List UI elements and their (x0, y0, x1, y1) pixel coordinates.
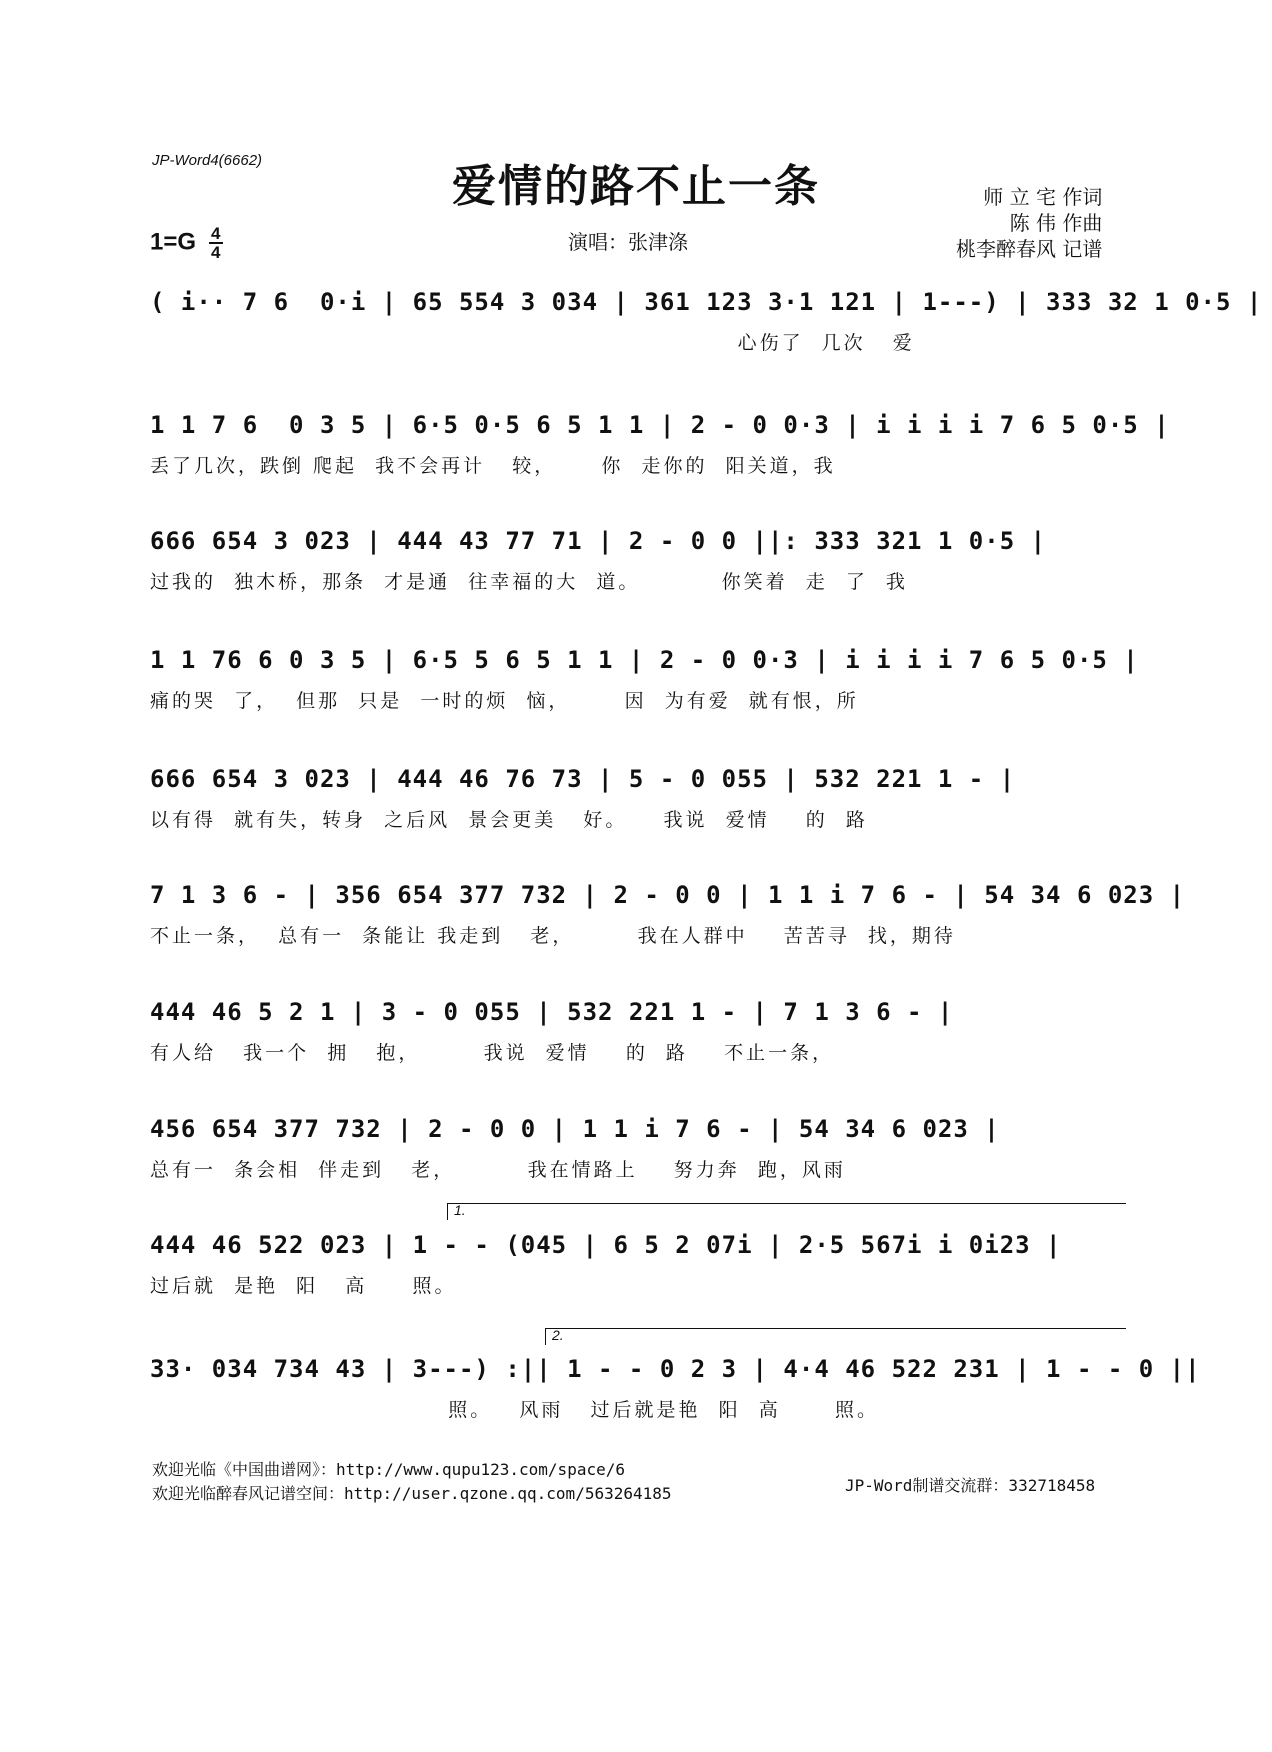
lyrics-line: 过后就 是艳 阳 高 照。 (150, 1275, 457, 1297)
credits-block (956, 184, 1102, 262)
singer-credit: 演唱：张津涤 (568, 230, 688, 254)
volta-bracket-1 (447, 1203, 1126, 1220)
meter-bottom: 4 (210, 243, 221, 262)
key-signature (150, 225, 223, 261)
lyrics-line: 痛的哭 了， 但那 只是 一时的烦 恼， 因 为有爱 就有恨，所 (150, 690, 859, 712)
notes-line: ( i·· 7 6 0·i | 65 554 3 034 | 361 123 3·1 121 | 1---) | 333 32 1 0·5 | (150, 288, 1263, 316)
notes-line: 7 1 3 6 - | 356 654 377 732 | 2 - 0 0 | 1 1 i 7 6 - | 54 34 6 023 | (150, 881, 1186, 909)
notes-line: 1 1 7 6 0 3 5 | 6·5 0·5 6 5 1 1 | 2 - 0 0·3 | i i i i 7 6 5 0·5 | (150, 411, 1170, 439)
lyrics-line: 以有得 就有失，转身 之后风 景会更美 好。 我说 爱情 的 路 (150, 809, 868, 831)
lyrics-line: 不止一条， 总有一 条能让 我走到 老， 我在人群中 苦苦寻 找，期待 (150, 925, 956, 947)
lyrics-line: 照。 风雨 过后就是艳 阳 高 照。 (150, 1399, 879, 1421)
lyrics-line: 丢了几次，跌倒 爬起 我不会再计 较， 你 走你的 阳关道，我 (150, 455, 836, 477)
notes-line: 1 1 76 6 0 3 5 | 6·5 5 6 5 1 1 | 2 - 0 0·3 | i i i i 7 6 5 0·5 | (150, 646, 1139, 674)
volta-bracket-2 (545, 1328, 1126, 1345)
footer-group: JP-Word制谱交流群：332718458 (845, 1476, 1096, 1495)
volta-label-1: 1. (454, 1202, 466, 1218)
software-label: JP-Word4(6662) (152, 152, 263, 169)
notes-line: 33· 034 734 43 | 3---) :|| 1 - - 0 2 3 | 4·4 46 522 231 | 1 - - 0 || (150, 1355, 1201, 1383)
meter-top: 4 (210, 224, 221, 243)
notes-line: 444 46 522 023 | 1 - - (045 | 6 5 2 07i | 2·5 567i i 0i23 | (150, 1231, 1062, 1259)
lyricist-credit: 师 立 宅 作词 (983, 185, 1103, 209)
lyrics-line: 有人给 我一个 拥 抱， 我说 爱情 的 路 不止一条， (150, 1042, 835, 1064)
footer-links (152, 1458, 672, 1506)
lyrics-line: 心伤了 几次 爱 (150, 332, 915, 354)
composer-credit: 陈 伟 作曲 (1009, 211, 1103, 235)
notes-line: 666 654 3 023 | 444 46 76 73 | 5 - 0 055 | 532 221 1 - | (150, 765, 1016, 793)
lyrics-line: 总有一 条会相 伴走到 老， 我在情路上 努力奔 跑，风雨 (150, 1159, 846, 1181)
footer-link-qupu[interactable]: 欢迎光临《中国曲谱网》：http://www.qupu123.com/space/6 (152, 1460, 625, 1479)
notes-line: 666 654 3 023 | 444 43 77 71 | 2 - 0 0 ||: 333 321 1 0·5 | (150, 527, 1047, 555)
notes-line: 456 654 377 732 | 2 - 0 0 | 1 1 i 7 6 - | 54 34 6 023 | (150, 1115, 1000, 1143)
song-title: 爱情的路不止一条 (452, 161, 820, 212)
footer-link-qzone[interactable]: 欢迎光临醉春风记谱空间：http://user.qzone.qq.com/563264185 (152, 1484, 672, 1503)
volta-label-2: 2. (552, 1327, 564, 1343)
lyrics-line: 过我的 独木桥，那条 才是通 往幸福的大 道。 你笑着 走 了 我 (150, 571, 908, 593)
notes-line: 444 46 5 2 1 | 3 - 0 055 | 532 221 1 - | 7 1 3 6 - | (150, 998, 954, 1026)
notation-credit: 桃李醉春风 记谱 (956, 237, 1103, 261)
key-label: 1=G (150, 228, 197, 256)
time-signature (209, 225, 223, 261)
